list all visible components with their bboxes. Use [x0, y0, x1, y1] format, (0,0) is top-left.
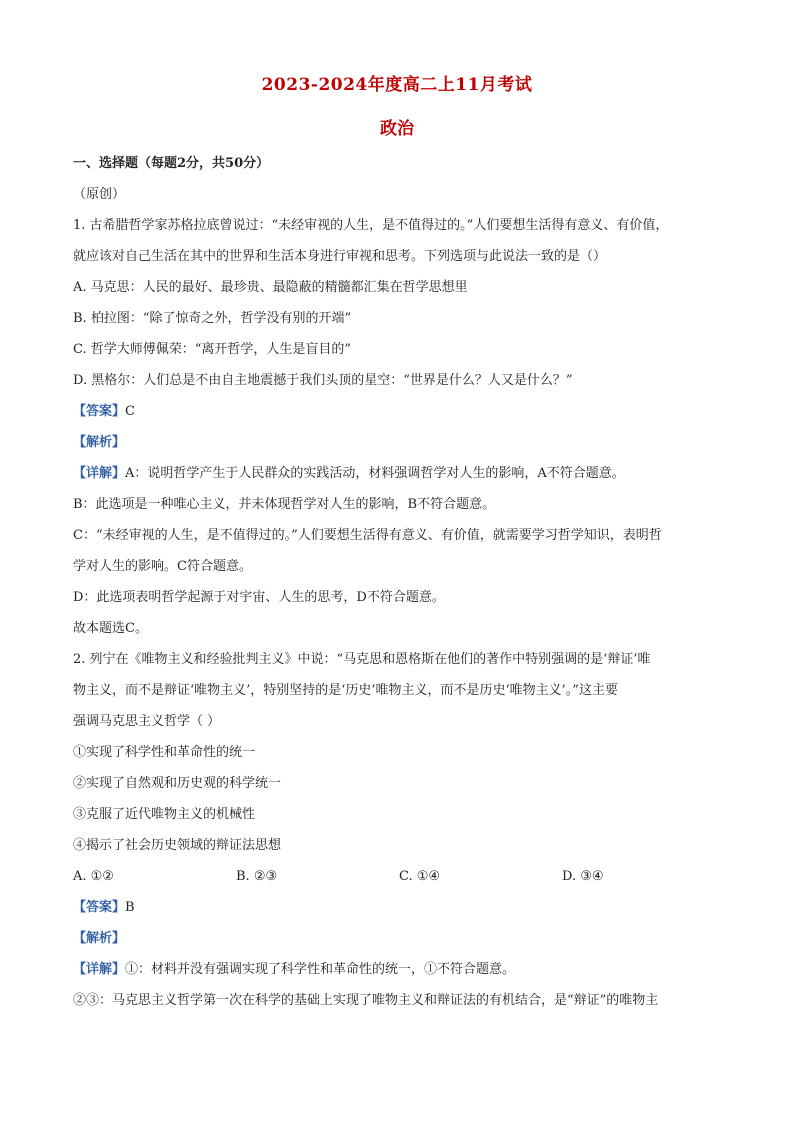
q2-stem-line2: 物主义，而不是辩证‘唯物主义’，特别坚持的是‘历史’唯物主义，而不是历史‘唯物主义’。”这主要	[73, 683, 618, 698]
detail-tag: 【详解】	[73, 466, 126, 481]
q2-choice-c: C. ①④	[399, 869, 441, 884]
q2-item-2: ②实现了自然观和历史观的科学统一	[73, 776, 282, 791]
q1-detail-c2: 学对人生的影响。C符合题意。	[73, 559, 252, 574]
q1-detail-c1: C：“未经审视的人生，是不值得过的。”人们要想生活得有意义、有价值，就需要学习哲学知识，表明哲	[73, 528, 662, 543]
q1-answer	[73, 396, 725, 427]
answer-tag: 【答案】	[73, 900, 126, 915]
detail-text: ①：材料并没有强调实现了科学性和革命性的统一，①不符合题意。	[125, 962, 516, 977]
document-body	[73, 148, 725, 1016]
answer-value: C	[125, 404, 135, 419]
q1-option-a: A. 马克思：人民的最好、最珍贵、最隐蔽的精髓都汇集在哲学思想里	[73, 280, 468, 295]
q1-analysis	[73, 427, 725, 458]
subject-title: 政治	[380, 119, 414, 139]
q2-choice-d: D. ③④	[562, 869, 604, 884]
q1-option-c: C. 哲学大师傅佩荣：“离开哲学，人生是盲目的”	[73, 342, 352, 357]
q2-stem-line3: 强调马克思主义哲学（ ）	[73, 714, 221, 729]
q2-item-3: ③克服了近代唯物主义的机械性	[73, 807, 256, 822]
answer-value: B	[125, 900, 135, 915]
section-heading: 一、选择题（每题2分，共50分）	[73, 156, 270, 171]
q1-stem-line1: 1. 古希腊哲学家苏格拉底曾说过：“未经审视的人生，是不值得过的。”人们要想生活得有意义、有价值，	[73, 218, 669, 233]
q2-detail-1	[73, 954, 725, 985]
q2-choice-a: A. ①②	[73, 869, 114, 884]
q1-option-b: B. 柏拉图：“除了惊奇之外，哲学没有别的开端”	[73, 311, 352, 326]
exam-title: 2023-2024年度高二上11月考试	[261, 75, 533, 95]
detail-tag: 【详解】	[73, 962, 126, 977]
q2-analysis	[73, 923, 725, 954]
analysis-tag: 【解析】	[73, 931, 126, 946]
q2-detail-23: ②③：马克思主义哲学第一次在科学的基础上实现了唯物主义和辩证法的有机结合，是“辩证”的唯物主	[73, 993, 659, 1008]
q2-choice-b: B. ②③	[236, 869, 278, 884]
q2-choices	[73, 861, 725, 892]
q1-detail-a	[73, 458, 725, 489]
q2-item-4: ④揭示了社会历史领域的辩证法思想	[73, 838, 282, 853]
q1-option-d: D. 黑格尔：人们总是不由自主地震撼于我们头顶的星空：“世界是什么？人又是什么？”	[73, 373, 573, 388]
q2-answer	[73, 892, 725, 923]
q1-detail-b: B：此选项是一种唯心主义，并未体现哲学对人生的影响，B不符合题意。	[73, 497, 496, 512]
q1-detail-d: D：此选项表明哲学起源于对宇宙、人生的思考，D不符合题意。	[73, 590, 445, 605]
q1-conclusion: 故本题选C。	[73, 621, 148, 636]
analysis-tag: 【解析】	[73, 435, 126, 450]
source-note: （原创）	[73, 187, 126, 202]
answer-tag: 【答案】	[73, 404, 126, 419]
q2-item-1: ①实现了科学性和革命性的统一	[73, 745, 256, 760]
q1-stem-line2: 就应该对自己生活在其中的世界和生活本身进行审视和思考。下列选项与此说法一致的是（）	[73, 249, 607, 264]
detail-text: A：说明哲学产生于人民群众的实践活动，材料强调哲学对人生的影响，A不符合题意。	[125, 466, 625, 481]
q2-stem-line1: 2. 列宁在《唯物主义和经验批判主义》中说：“马克思和恩格斯在他们的著作中特别强调的是‘辩证’唯	[73, 652, 651, 667]
